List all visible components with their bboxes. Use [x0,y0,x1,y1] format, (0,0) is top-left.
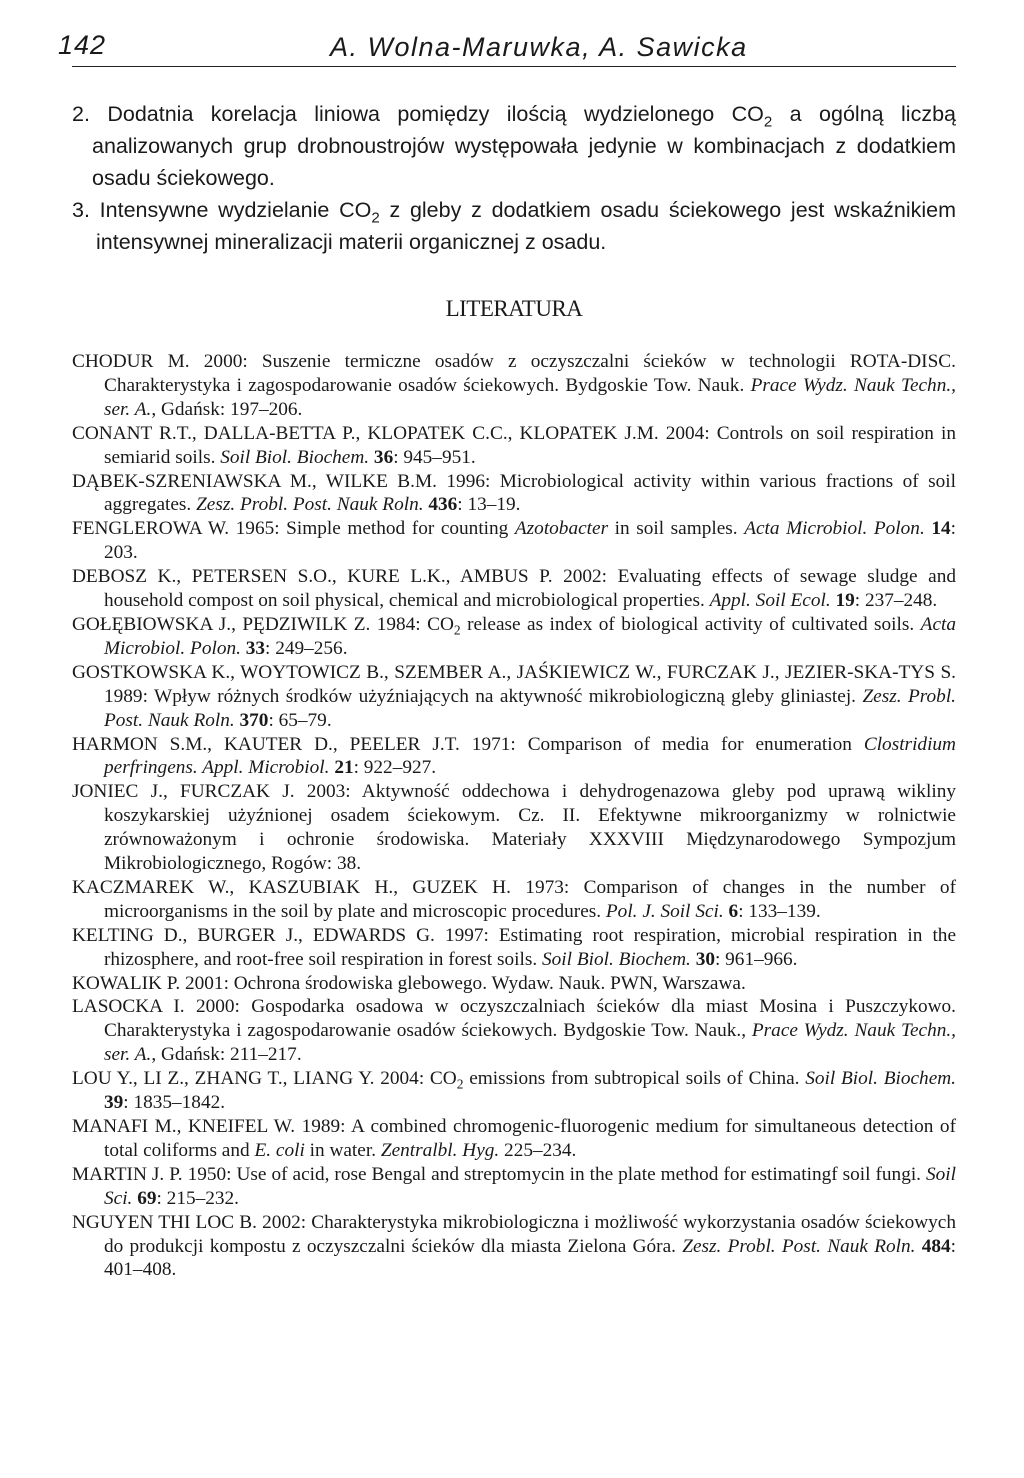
reference-entry: MARTIN J. P. 1950: Use of acid, rose Bengal and streptomycin in the plate method for estimatingf soil fungi. Soil Sci. 69: 215–232. [72,1163,956,1209]
reference-entry: KELTING D., BURGER J., EDWARDS G. 1997: Estimating root respiration, microbial respiration in the rhizosphere, and root-free soil respiration in forest soils. Soil Biol. Biochem. 30: 961–966. [72,924,956,970]
conclusion-item: 2. Dodatnia korelacja liniowa pomiędzy ilością wydzielonego $CO_2$ a ogólną liczbą analizowanych grup drobnoustrojów występowała jedynie w kombinacjach z dodatkiem osadu ściekowego. [72,102,956,190]
reference-entry: LASOCKA I. 2000: Gospodarka osadowa w oczyszczalniach ścieków dla miast Mosina i Puszczykowo. Charakterystyka i zagospodarowanie osadów ściekowych. Bydgoskie Tow. Nauk., Prace Wydz. Nauk Techn., ser. A., Gdańsk: 211–217. [72,996,956,1066]
running-authors: A. Wolna-Maruwka, A. Sawicka [330,32,748,62]
conclusion-item: 3. Intensywne wydzielanie $CO_2$ z gleby z dodatkiem osadu ściekowego jest wskaźnikiem intensywnej mineralizacji materii organicznej z osadu. [72,198,956,254]
reference-entry: DEBOSZ K., PETERSEN S.O., KURE L.K., AMBUS P. 2002: Evaluating effects of sewage sludge and household compost on soil physical, chemical and microbiological properties. Appl. Soil Ecol. 19: 237–248. [72,566,956,612]
reference-entry: GOŁĘBIOWSKA J., PĘDZIWILK Z. 1984: $CO_2$ release as index of biological activity of cultivated soils. Acta Microbiol. Polon. 33: 249–256. [72,613,957,659]
reference-list [72,350,956,1282]
reference-entry: JONIEC J., FURCZAK J. 2003: Aktywność oddechowa i dehydrogenazowa gleby pod uprawą wikliny koszykarskiej użyźnionej osadem ściekowym. Cz. II. Efektywne mikroorganizmy w rolnictwie zrównoważonym i ochronie środowiska. Materiały XXXVIII Międzynarodowego Sympozjum Mikrobiologicznego, Rogów: 38. [72,781,956,875]
reference-entry: KOWALIK P. 2001: Ochrona środowiska glebowego. Wydaw. Nauk. PWN, Warszawa. [72,972,746,994]
reference-entry: MANAFI M., KNEIFEL W. 1989: A combined chromogenic-fluorogenic medium for simultaneous detection of total coliforms and E. coli in water. Zentralbl. Hyg. 225–234. [72,1116,956,1161]
reference-entry: GOSTKOWSKA K., WOYTOWICZ B., SZEMBER A., JAŚKIEWICZ W., FURCZAK J., JEZIER-SKA-TYS S. 1989: Wpływ różnych środków użyźniających na aktywność mikrobiologiczną gleby gliniastej. Zesz. Probl. Post. Nauk Roln. 370: 65–79. [72,661,957,731]
reference-entry: DĄBEK-SZRENIAWSKA M., WILKE B.M. 1996: Microbiological activity within various fractions of soil aggregates. Zesz. Probl. Post. Nauk Roln. 436: 13–19. [72,470,956,516]
page-number: 142 [58,30,107,60]
conclusions [72,98,956,258]
reference-entry: HARMON S.M., KAUTER D., PEELER J.T. 1971: Comparison of media for enumeration Clostridium perfringens. Appl. Microbiol. 21: 922–927. [72,733,956,779]
reference-entry: KACZMAREK W., KASZUBIAK H., GUZEK H. 1973: Comparison of changes in the number of microorganisms in the soil by plate and microscopic procedures. Pol. J. Soil Sci. 6: 133–139. [72,876,956,922]
reference-entry: FENGLEROWA W. 1965: Simple method for counting Azotobacter in soil samples. Acta Microbiol. Polon. 14: 203. [72,518,956,564]
reference-entry: CONANT R.T., DALLA-BETTA P., KLOPATEK C.C., KLOPATEK J.M. 2004: Controls on soil respiration in semiarid soils. Soil Biol. Biochem. 36: 945–951. [72,422,956,468]
section-title: LITERATURA [445,296,583,321]
reference-entry: CHODUR M. 2000: Suszenie termiczne osadów z oczyszczalni ścieków w technologii ROTA-DISC. Charakterystyka i zagospodarowanie osadów ściekowych. Bydgoskie Tow. Nauk. Prace Wydz. Nauk Techn., ser. A., Gdańsk: 197–206. [72,351,956,420]
reference-entry: NGUYEN THI LOC B. 2002: Charakterystyka mikrobiologiczna i możliwość wykorzystania osadów ściekowych do produkcji kompostu z oczyszczalni ścieków dla miasta Zielona Góra. Zesz. Probl. Post. Nauk Roln. 484: 401–408. [72,1211,956,1281]
running-header [58,26,956,67]
reference-entry: LOU Y., LI Z., ZHANG T., LIANG Y. 2004: $CO_2$ emissions from subtropical soils of China. Soil Biol. Biochem. 39: 1835–1842. [72,1068,956,1114]
